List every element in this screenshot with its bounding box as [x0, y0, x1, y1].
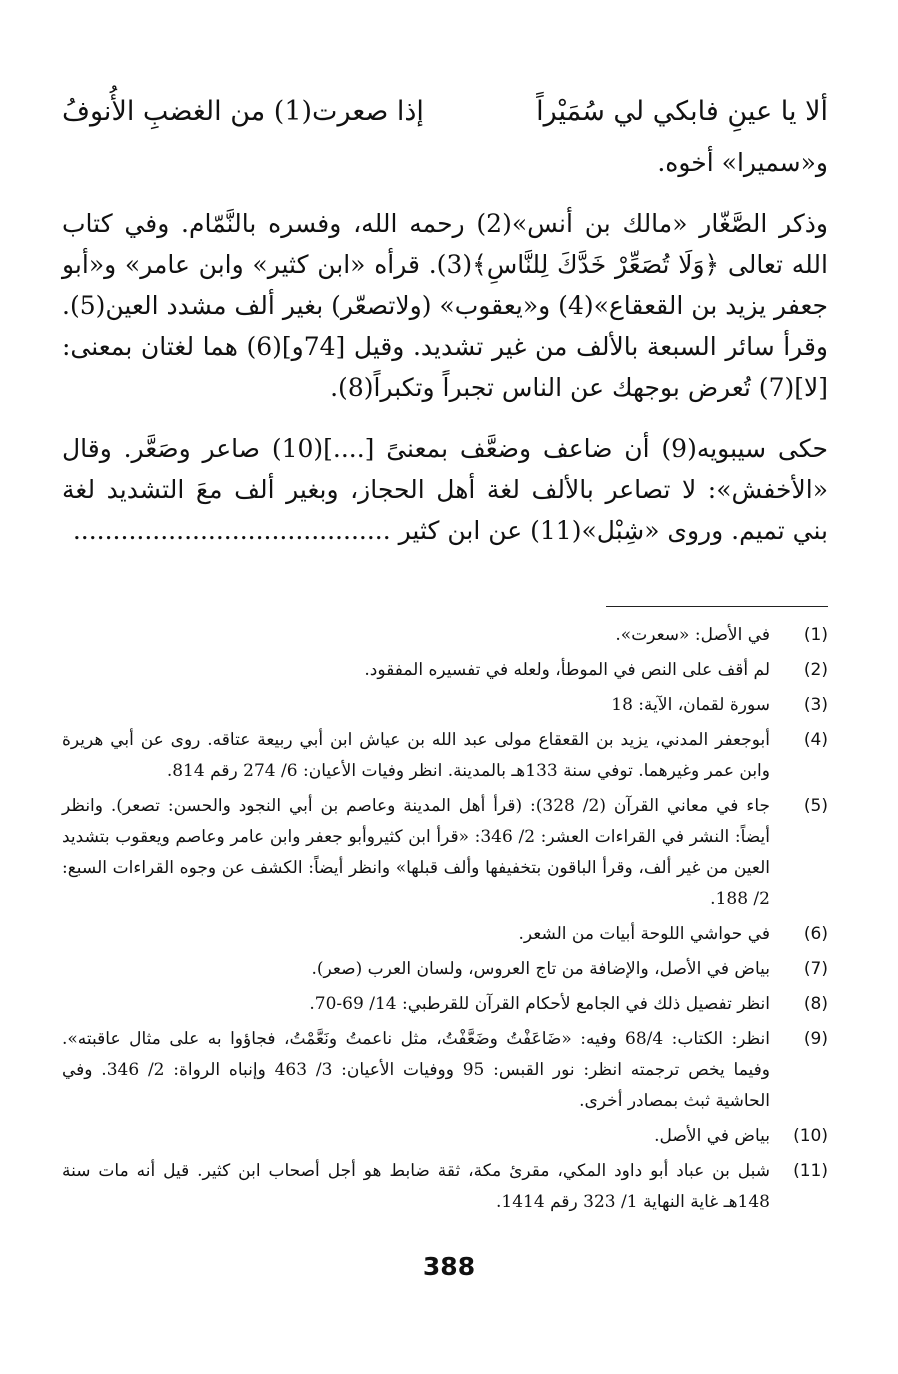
poetry-verse — [62, 86, 828, 138]
footnote — [62, 1121, 828, 1152]
ellipsis-dots: ........................................ — [72, 516, 391, 545]
footnote-number: (7) — [803, 959, 828, 979]
page-number: 388 — [422, 1252, 476, 1281]
footnote — [62, 989, 828, 1020]
footnote-number: (11) — [793, 1161, 828, 1181]
footnote-number: (6) — [803, 924, 828, 944]
footnote-text: انظر تفصيل ذلك في الجامع لأحكام القرآن للقرطبي: 14/ 69-70. — [309, 994, 770, 1014]
footnote-number: (3) — [803, 695, 828, 715]
footnote — [62, 1156, 828, 1218]
footnote — [62, 919, 828, 950]
footnote-text: بياض في الأصل، والإضافة من تاج العروس، ولسان العرب (صعر). — [311, 959, 770, 979]
footnote-text: لم أقف على النص في الموطأ، ولعله في تفسيره المفقود. — [364, 660, 770, 680]
footnote-number: (9) — [803, 1029, 828, 1049]
paragraph-text: حكى سيبويه(9) أن ضاعف وضعَّف بمعنىً [....](10) صاعر وصَعَّر. وقال «الأخفش»: لا تصاعر بالألف لغة أهل الحجاز، وبغير ألف معَ التشديد لغة بني تميم. وروى «شِبْل»(11) عن ابن كثير — [62, 434, 829, 545]
footnote-number: (2) — [803, 660, 828, 680]
footnote-separator — [606, 606, 828, 607]
footnote-number: (4) — [803, 730, 828, 750]
footnote-text: بياض في الأصل. — [654, 1126, 770, 1146]
verse-second-hemistich: إذا صعرت(1) من الغضبِ الأُنوفُ — [62, 96, 424, 127]
footnote-text: في حواشي اللوحة أبيات من الشعر. — [518, 924, 770, 944]
footnote — [62, 655, 828, 686]
footnotes — [62, 620, 828, 1222]
footnote-text: جاء في معاني القرآن (2/ 328): (قرأ أهل المدينة وعاصم بن أبي النجود والحسن: تصعر). وانظر أيضاً: النشر في القراءات العشر: 2/ 346: «قرأ ابن كثيروأبو جعفر وابن عامر وعاصم ويعقوب بتشديد العين من غير ألف، وقرأ الباقون بتخفيفها وألف قبلها» وانظر أيضاً: الكشف عن وجوه القراءات السبع: 2/ 188. — [62, 796, 771, 909]
paragraph — [62, 428, 828, 551]
footnote — [62, 791, 828, 915]
footnote-text: شبل بن عباد أبو داود المكي، مقرئ مكة، ثقة ضابط هو أجل أصحاب ابن كثير. قيل أنه مات سنة 148هـ غاية النهاية 1/ 323 رقم 1414. — [62, 1161, 770, 1212]
footnote — [62, 690, 828, 721]
footnote-text: أبوجعفر المدني، يزيد بن القعقاع مولى عبد الله بن عياش ابن أبي ربيعة عتاقه. روى عن أبي هريرة وابن عمر وغيرهما. توفي سنة 133هـ بالمدينة. انظر وفيات الأعيان: 6/ 274 رقم 814. — [62, 730, 770, 781]
footnote-number: (10) — [793, 1126, 828, 1146]
footnote-number: (1) — [803, 625, 828, 645]
footnote — [62, 954, 828, 985]
footnote — [62, 725, 828, 787]
paragraph: وذكر الصَّغّار «مالك بن أنس»(2) رحمه الله، وفسره بالنَّمّام. وفي كتاب الله تعالى ﴿وَلَا تُصَعِّرْ خَدَّكَ لِلنَّاسِ﴾(3). قرأه «ابن كثير» وابن عامر» و«أبو جعفر يزيد بن القعقاع»(4) و«يعقوب» (ولاتصعّر) بغير ألف مشدد العين(5). وقرأ سائر السبعة بالألف من غير تشديد. وقيل [74و](6) هما لغتان بمعنى: [لا](7) تُعرض بوجهك عن الناس تجبراً وتكبراً(8). — [62, 209, 828, 402]
footnote-text: انظر: الكتاب: 68/4 وفيه: «ضَاعَفْتُ وضَعَّفْتُ، مثل ناعمتُ ونَعَّمْتُ، فجاؤوا به على مثال عاقبته». وفيما يخص ترجمته انظر: نور القبس: 95 ووفيات الأعيان: 3/ 463 وإنباه الرواة: 2/ 346. وفي الحاشية ثبث بمصادر أخرى. — [62, 1029, 770, 1111]
main-text — [62, 86, 828, 551]
footnote — [62, 1024, 828, 1117]
footnote — [62, 620, 828, 651]
paragraph: و«سميرا» أخوه. — [657, 148, 828, 177]
verse-first-hemistich: ألا يا عينِ فابكي لي سُمَيْراً — [536, 96, 828, 127]
footnote-number: (8) — [803, 994, 828, 1014]
footnote-text: في الأصل: «سعرت». — [615, 625, 770, 645]
footnote-text: سورة لقمان، الآية: 18 — [611, 695, 770, 715]
footnote-number: (5) — [803, 796, 828, 816]
